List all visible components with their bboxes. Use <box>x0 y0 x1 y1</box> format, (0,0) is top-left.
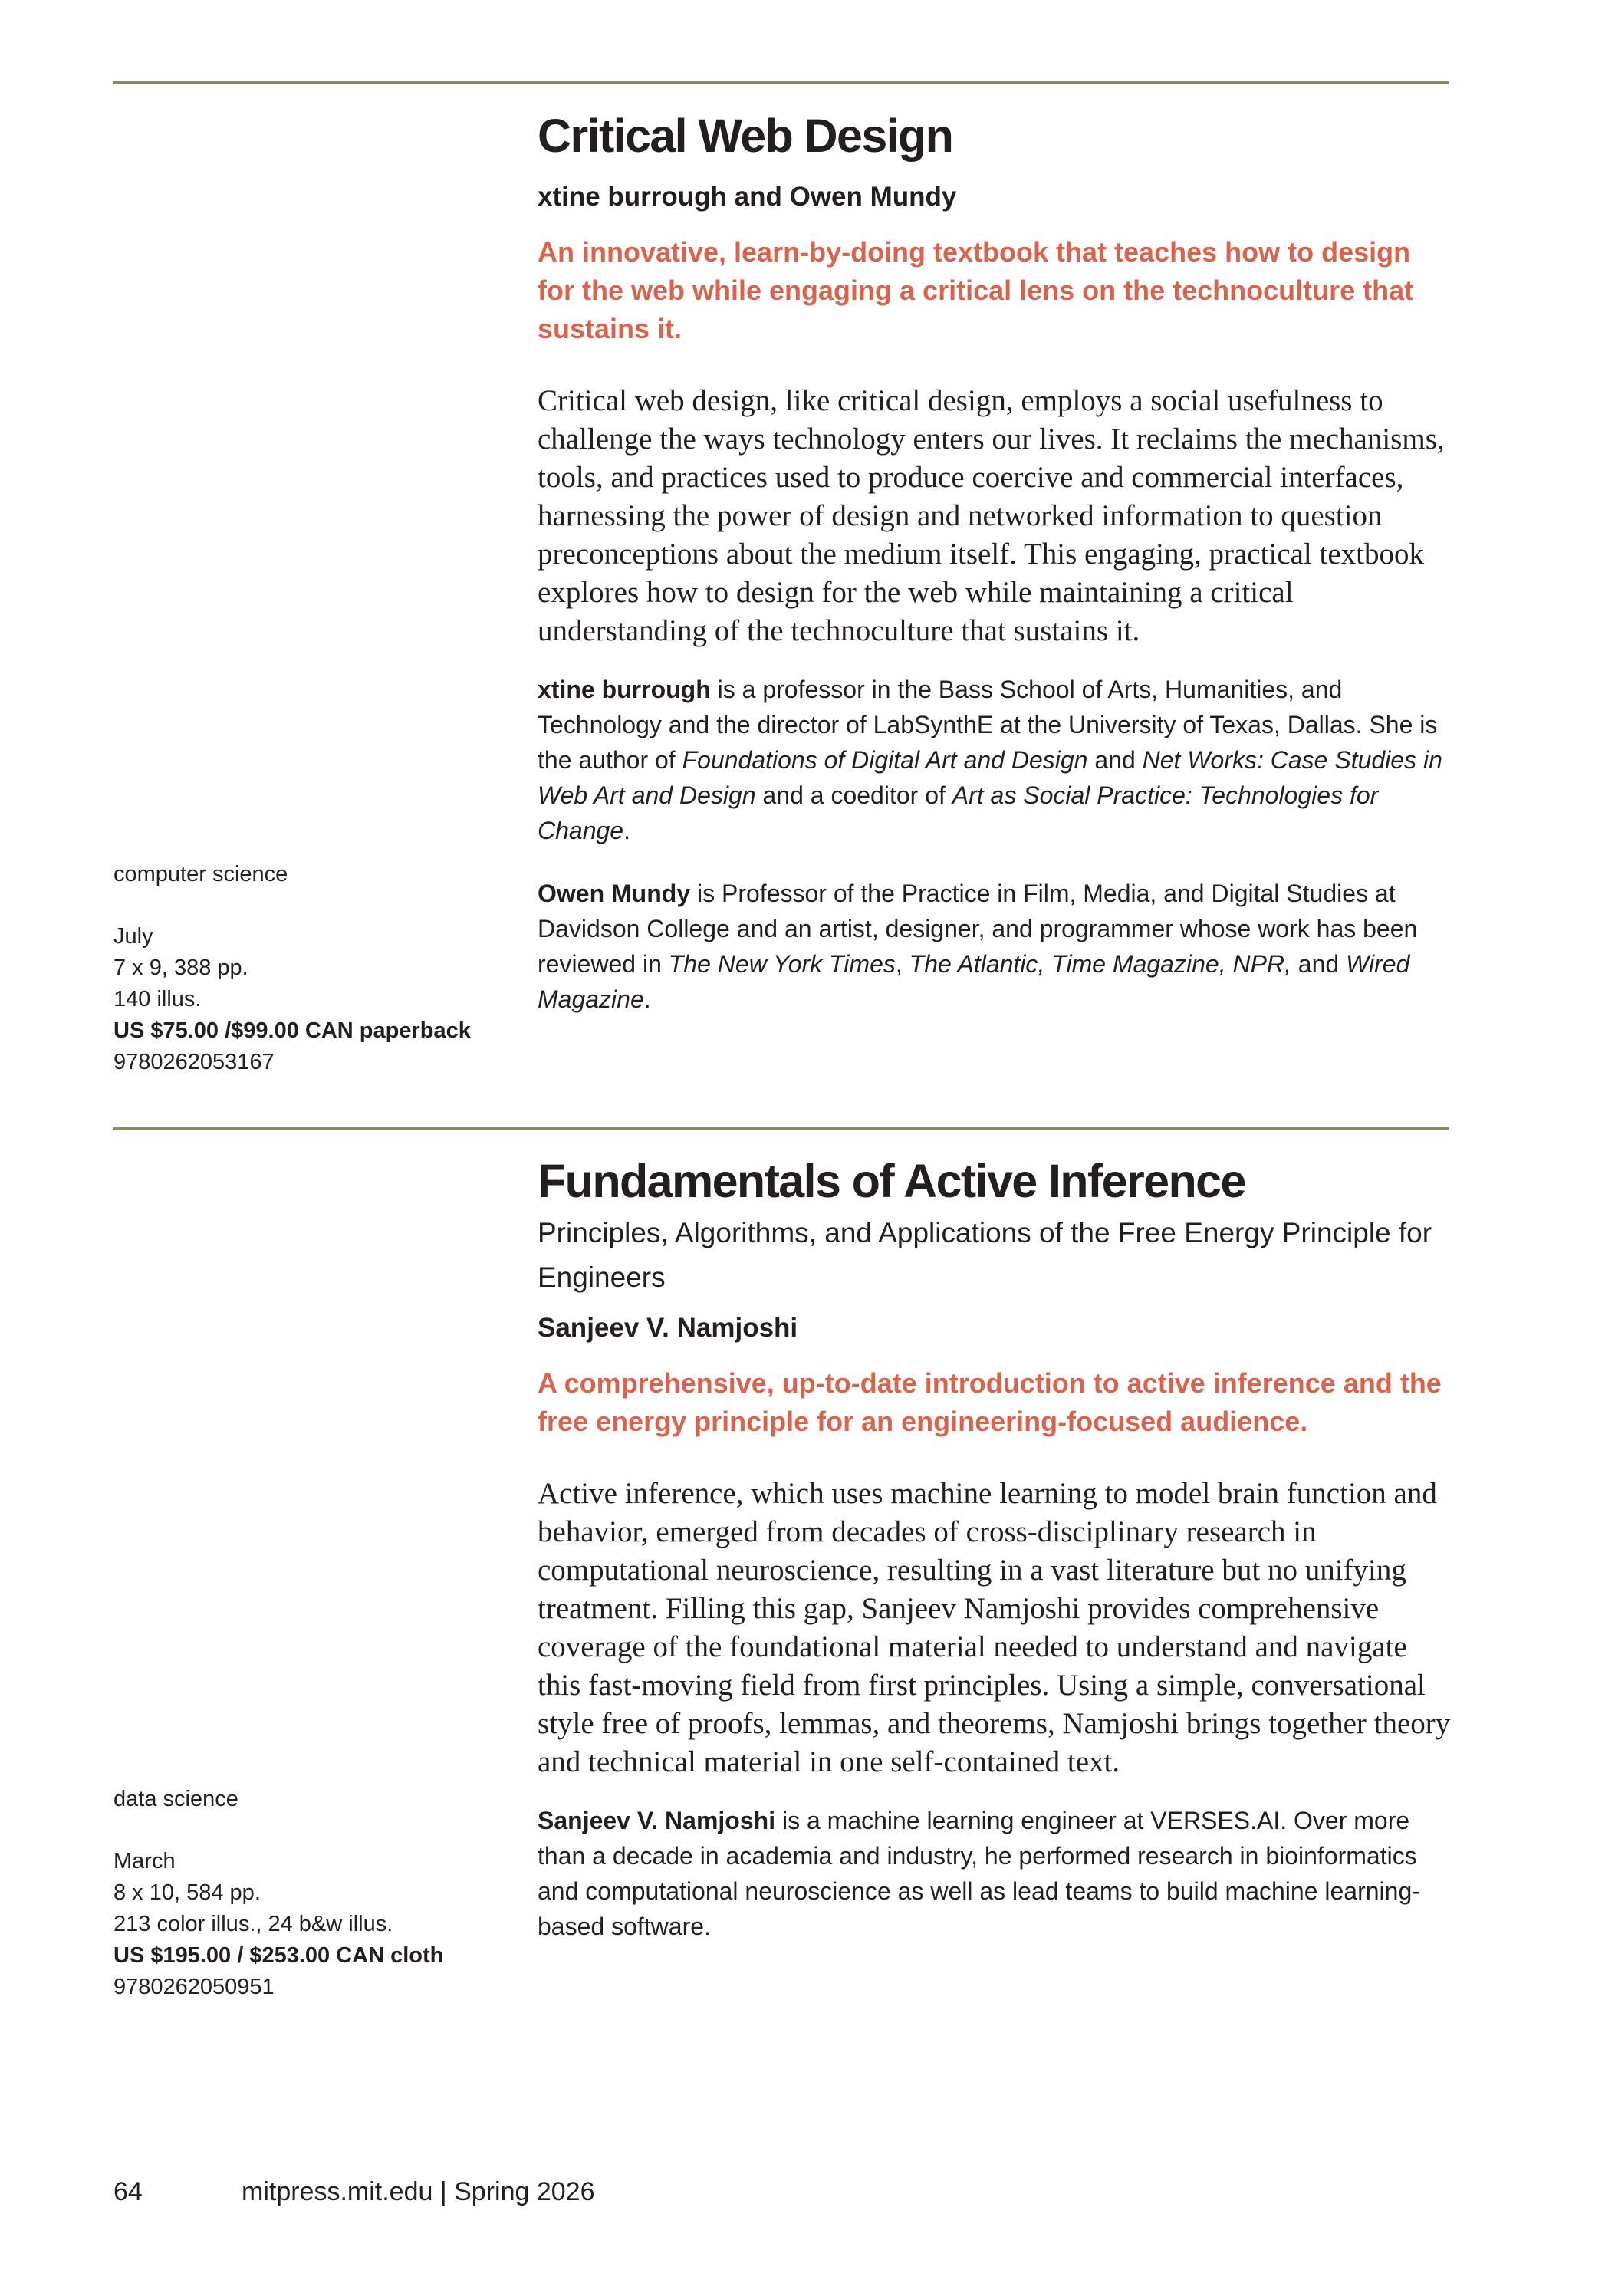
book-description: Critical web design, like critical design, employs a social usefulness to challenge the ways technology enters our lives. It reclaims the mechanisms, tools, and practices used to produce coercive and commercial interfaces, harnessing the power of design and networked information to question preconceptions about the medium itself. This engaging, practical textbook explores how to design for the web while maintaining a critical understanding of the technoculture that sustains it. <box>538 384 1445 647</box>
pub-month: July <box>113 924 153 949</box>
book-isbn: 9780262050951 <box>113 1975 275 1999</box>
book-specs: 7 x 9, 388 pp. <box>113 956 248 980</box>
bio-text: and <box>1291 950 1347 978</box>
pub-month: March <box>113 1849 176 1873</box>
author-bio <box>538 672 1452 848</box>
bio-name: Sanjeev V. Namjoshi <box>538 1807 776 1834</box>
book-title: Critical Web Design <box>538 110 953 162</box>
bio-text: is a machine learning engineer at VERSES.AI. Over more than a decade in academia and industry, he performed research in bioinformatics and computational neuroscience as well as lead teams to build machine learning-based software. <box>538 1807 1420 1940</box>
bio-text: . <box>623 817 630 844</box>
book-subtitle: Principles, Algorithms, and Applications of the Free Energy Principle for Engineers <box>538 1217 1432 1293</box>
book-tagline: An innovative, learn-by-doing textbook that teaches how to design for the web while engaging a critical lens on the technoculture that sustains it. <box>538 236 1414 344</box>
book-tagline: A comprehensive, up-to-date introduction to active inference and the free energy principle for an engineering-focused audience. <box>538 1367 1442 1437</box>
author-bio <box>538 876 1452 1017</box>
book-authors: Sanjeev V. Namjoshi <box>538 1313 798 1343</box>
bio-title: The Atlantic, Time Magazine, NPR, <box>909 950 1291 978</box>
bio-title: Net Works: Case Studies in Web Art and Design <box>538 746 1442 809</box>
book-category: data science <box>113 1787 238 1811</box>
book-category: computer science <box>113 862 288 886</box>
book-illustrations: 140 illus. <box>113 987 202 1011</box>
bio-title: The New York Times <box>668 950 896 978</box>
section-divider-top <box>113 81 1449 84</box>
bio-title: Art as Social Practice: Technologies for Change <box>538 781 1379 844</box>
bio-text: . <box>643 985 651 1013</box>
bio-text: is Professor of the Practice in Film, Media, and Digital Studies at Davidson College and an artist, designer, and programmer whose work has been reviewed in <box>538 880 1418 978</box>
section-divider-middle <box>113 1127 1449 1130</box>
bio-text: and a coeditor of <box>755 781 952 809</box>
footer-site: mitpress.mit.edu | Spring 2026 <box>242 2177 595 2206</box>
book-price: US $195.00 / $253.00 CAN cloth <box>113 1943 444 1968</box>
bio-text: , <box>895 950 909 978</box>
book-metadata <box>113 859 512 1078</box>
book-metadata <box>113 1784 512 2003</box>
page-number: 64 <box>113 2177 143 2206</box>
book-authors: xtine burrough and Owen Mundy <box>538 182 957 212</box>
bio-text: is a professor in the Bass School of Arts, Humanities, and Technology and the director of LabSynthE at the University of Texas, Dallas. She is the author of <box>538 676 1438 774</box>
author-bio <box>538 1803 1452 1944</box>
book-illustrations: 213 color illus., 24 b&w illus. <box>113 1912 393 1936</box>
book-entry-critical-web-design <box>538 107 1452 1017</box>
bio-text: and <box>1087 746 1143 774</box>
book-description: Active inference, which uses machine learning to model brain function and behavior, emerged from decades of cross-disciplinary research in computational neuroscience, resulting in a vast literature but no unifying treatment. Filling this gap, Sanjeev Namjoshi provides comprehensive coverage of the foundational material needed to understand and navigate this fast-moving field from first principles. Using a simple, conversational style free of proofs, lemmas, and theorems, Namjoshi brings together theory and technical material in one self-contained text. <box>538 1477 1451 1778</box>
book-title: Fundamentals of Active Inference <box>538 1155 1245 1207</box>
bio-title: Wired Magazine <box>538 950 1410 1013</box>
bio-name: xtine burrough <box>538 676 711 703</box>
book-entry-active-inference <box>538 1153 1452 1944</box>
bio-name: Owen Mundy <box>538 880 691 907</box>
bio-title: Foundations of Digital Art and Design <box>682 746 1088 774</box>
book-price: US $75.00 /$99.00 CAN paperback <box>113 1018 471 1043</box>
book-isbn: 9780262053167 <box>113 1050 275 1074</box>
book-specs: 8 x 10, 584 pp. <box>113 1880 261 1905</box>
